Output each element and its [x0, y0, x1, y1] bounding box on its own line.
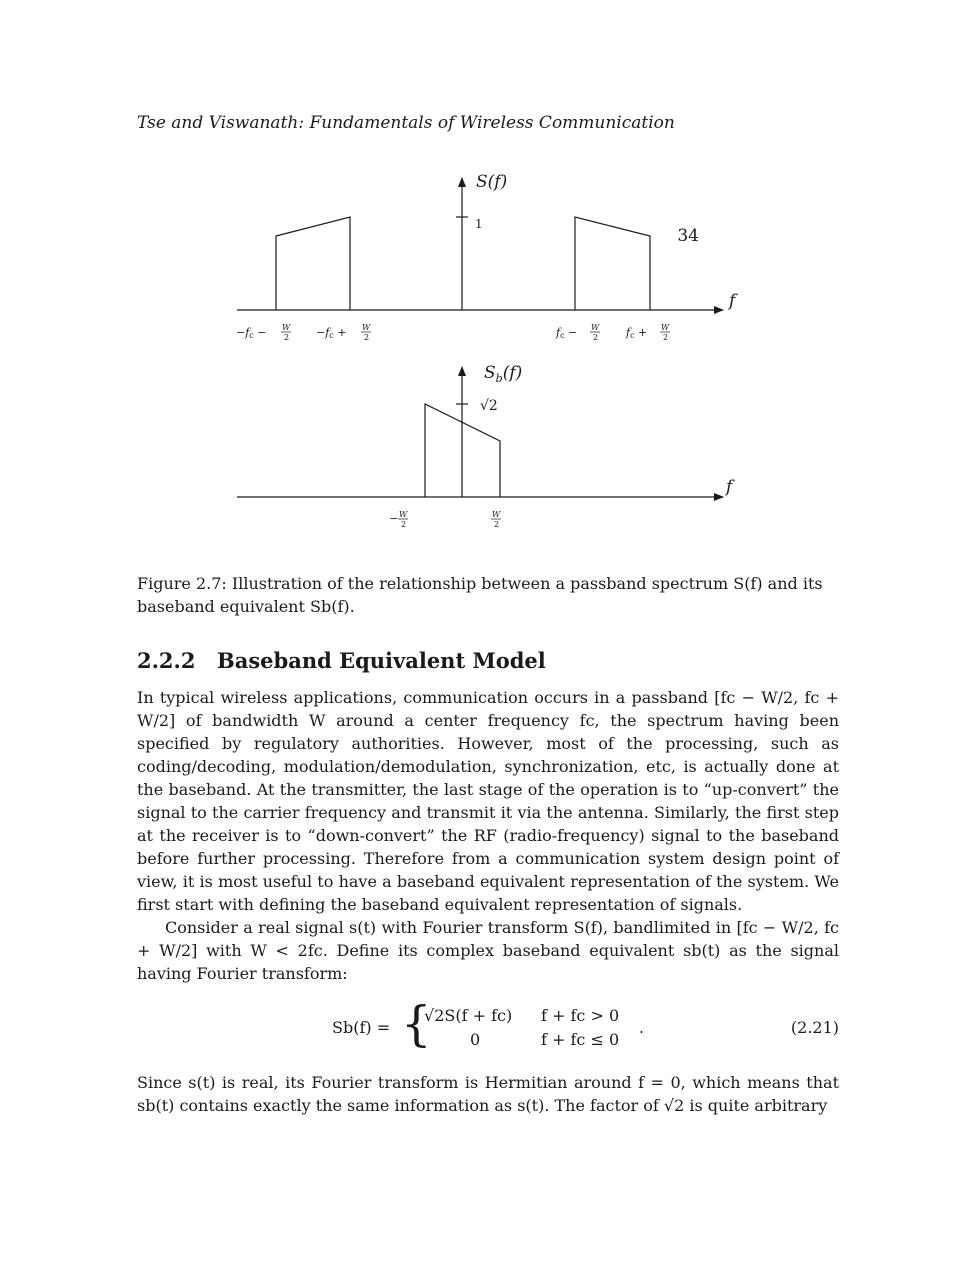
svg-text:−fc +: −fc + [316, 326, 347, 340]
negative-band-spectrum [276, 217, 350, 310]
equation-case2-condition: f + fc ≤ 0 [541, 1030, 620, 1049]
equation-2-21 [137, 996, 839, 1057]
positive-band-spectrum [575, 217, 650, 310]
svg-text:2: 2 [663, 333, 669, 342]
equation-case2-value: 0 [470, 1030, 481, 1049]
svg-text:2: 2 [494, 520, 500, 529]
top-x-tick-label [625, 323, 670, 342]
svg-text:fc +: fc + [626, 326, 648, 340]
bottom-x-label: f [726, 477, 733, 497]
bottom-x-tick-label [491, 510, 501, 529]
svg-text:−fc −: −fc − [236, 326, 267, 340]
top-x-tick-label [555, 323, 600, 342]
svg-text:W: W [282, 323, 291, 332]
bottom-y-label: $S_b(f)$ [484, 363, 523, 385]
figure-caption: Figure 2.7: Illustration of the relationship between a passband spectrum S(f) and its baseband equivalent Sb(f). [137, 574, 823, 616]
svg-text:W: W [399, 510, 408, 519]
bottom-y-tick-label: √2 [480, 398, 498, 414]
equation-brace: { [401, 996, 432, 1052]
equation-case1-condition: f + fc > 0 [541, 1006, 620, 1025]
svg-text:2: 2 [593, 333, 599, 342]
equation-number: (2.21) [790, 1018, 839, 1037]
baseband-plot [237, 363, 735, 529]
svg-text:W: W [661, 323, 670, 332]
page-number: 34 [677, 226, 699, 246]
top-y-tick-label: 1 [475, 217, 483, 231]
svg-text:W: W [591, 323, 600, 332]
paragraph-hermitian: Since s(t) is real, its Fourier transform is Hermitian around f = 0, which means that sb(t) contains exactly the same information as s(t). The factor of √2 is quite arbitrary [137, 1073, 839, 1115]
bottom-x-tick-label [389, 510, 408, 529]
svg-text:2: 2 [401, 520, 407, 529]
svg-text:2: 2 [284, 333, 290, 342]
running-title: Tse and Viswanath: Fundamentals of Wireless Communication [137, 113, 675, 133]
equation-case1-value: √2S(f + fc) [424, 1006, 513, 1025]
svg-text:−: − [389, 512, 399, 525]
spectrum-figure [0, 0, 979, 570]
top-x-tick-label [316, 323, 371, 342]
svg-text:2: 2 [364, 333, 370, 342]
svg-text:W: W [492, 510, 501, 519]
top-x-label: f [729, 291, 736, 311]
svg-text:fc −: fc − [556, 326, 578, 340]
top-y-label: S(f) [476, 172, 508, 192]
paragraph-definition: Consider a real signal s(t) with Fourier transform S(f), bandlimited in [fc − W/2, fc + W/2] with W < 2fc. Define its complex baseband equivalent sb(t) as the signal having Fourier transform: [137, 918, 839, 983]
passband-plot [236, 172, 738, 342]
equation-period: . [639, 1018, 645, 1037]
paragraph-passband: In typical wireless applications, communication occurs in a passband [fc − W/2, fc + W/2] of bandwidth W around a center frequency fc, the spectrum having been specified by regulatory authorities. However, most of the processing, such as coding/decoding, modulation/demodulation, synchronization, etc, is actually done at the baseband. At the transmitter, the last stage of the operation is to “up-convert” the signal to the carrier frequency and transmit it via the antenna. Similarly, the first step at the receiver is to “down-convert” the RF (radio-frequency) signal to the baseband before further processing. Therefore from a communication system design point of view, it is most useful to have a baseband equivalent representation of the system. We first start with defining the baseband equivalent representation of signals. [137, 688, 839, 914]
section-number: 2.2.2 [137, 648, 196, 673]
section-title: Baseband Equivalent Model [217, 648, 546, 673]
top-x-tick-label [236, 323, 291, 342]
section-heading [137, 648, 839, 673]
equation-lhs: Sb(f) = [332, 1018, 391, 1037]
svg-text:W: W [362, 323, 371, 332]
